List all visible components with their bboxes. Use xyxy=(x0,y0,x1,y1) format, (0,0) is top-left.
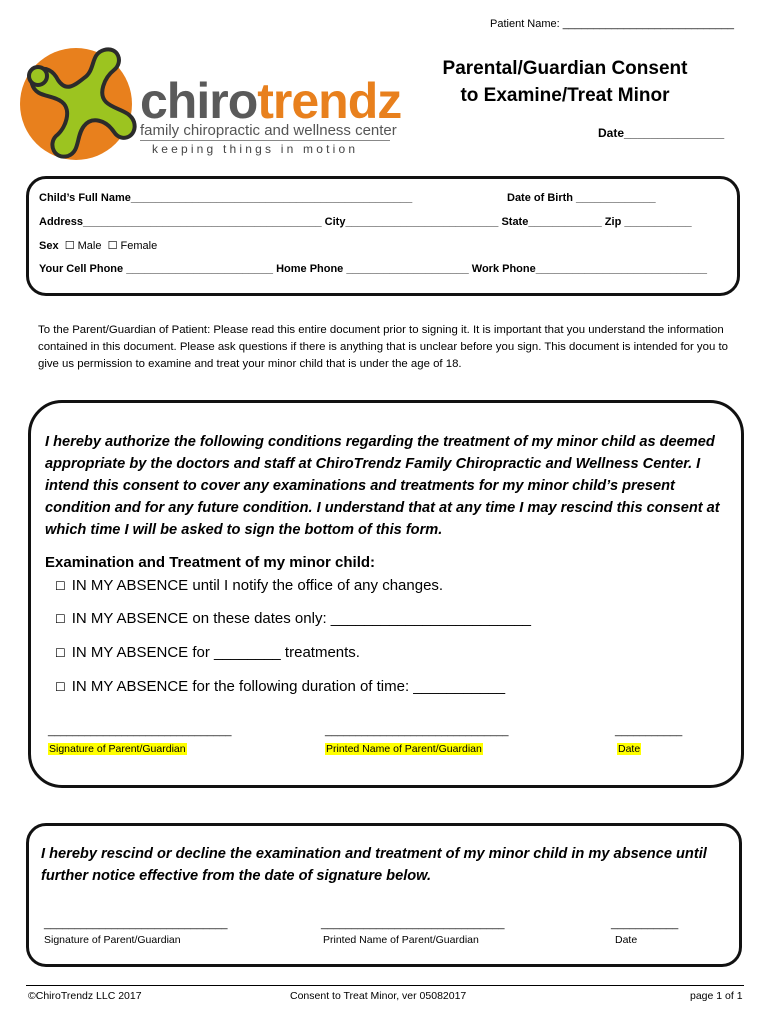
checkbox-icon: ☐ xyxy=(55,612,66,626)
auth-printed-name-label: Printed Name of Parent/Guardian xyxy=(326,743,482,755)
auth-signature-label: Signature of Parent/Guardian xyxy=(49,743,186,755)
authorization-text: I hereby authorize the following conditions regarding the treatment of my minor child as deemed appropriate by the doctors and staff at ChiroTrendz Family Chiropractic and Wellness Center. I intend this consent to cover any examinations and treatments for my minor child’s present condition and for any future condition. I understand that at any time I may rescind this consent at which time I will be asked to sign the bottom of this form. xyxy=(45,434,720,538)
option-treatments[interactable]: ☐ IN MY ABSENCE for ________ treatments. xyxy=(55,644,360,661)
rescind-printed-name-label: Printed Name of Parent/Guardian xyxy=(323,934,479,946)
auth-date-label: Date xyxy=(618,743,641,755)
auth-signature-line[interactable]: ______________________________ xyxy=(48,725,232,737)
sex-label: Sex xyxy=(39,240,59,252)
patient-info-box xyxy=(26,176,740,296)
authorization-box xyxy=(28,400,744,788)
patient-name-field[interactable]: Patient Name: ____________________________ xyxy=(490,18,735,30)
dob-field[interactable]: Date of Birth _____________ xyxy=(507,192,656,204)
exam-heading: Examination and Treatment of my minor child: xyxy=(45,554,376,571)
sex-row xyxy=(39,239,157,252)
checkbox-icon: ☐ xyxy=(55,680,66,694)
rescind-text: I hereby rescind or decline the examination and treatment of my minor child in my absence until further notice effective from the date of signature below. xyxy=(41,846,707,884)
sex-male-checkbox[interactable]: ☐ Male xyxy=(61,240,102,252)
footer-copyright: ©ChiroTrendz LLC 2017 xyxy=(28,990,142,1002)
footer-divider xyxy=(26,985,744,986)
rescind-date-line[interactable]: ___________ xyxy=(611,918,679,930)
intro-paragraph: To the Parent/Guardian of Patient: Please read this entire document prior to signing it. It is important that you understand the information contained in this document. Please ask questions if there is anything that is unclear before you sign. This document is intended for you to give us permission to examine and treat your minor child that is under the age of 18. xyxy=(38,324,728,370)
auth-date-line[interactable]: ___________ xyxy=(615,725,683,737)
logo-divider xyxy=(140,140,390,141)
address-field[interactable]: Address_______________________________________ City_________________________ State____________ Zip ___________ xyxy=(39,216,692,228)
footer-page-number: page 1 of 1 xyxy=(690,990,743,1002)
auth-printed-name-line[interactable]: ______________________________ xyxy=(325,725,509,737)
logo-tagline: keeping things in motion xyxy=(152,142,359,156)
child-name-field[interactable]: Child’s Full Name______________________________________________ xyxy=(39,192,413,204)
form-title: Parental/Guardian Consent to Examine/Treat Minor xyxy=(442,58,688,106)
checkbox-icon: ☐ xyxy=(55,646,66,660)
rescind-date-label: Date xyxy=(615,934,638,946)
option-until-notify[interactable]: ☐ IN MY ABSENCE until I notify the office of any changes. xyxy=(55,577,444,594)
logo-subtitle: family chiropractic and wellness center xyxy=(140,122,397,139)
rescind-signature-label: Signature of Parent/Guardian xyxy=(44,934,181,946)
rescind-box xyxy=(26,823,742,967)
phones-field[interactable]: Your Cell Phone ________________________ Home Phone ____________________ Work Phone____________________________ xyxy=(39,263,708,275)
form-date-field[interactable]: Date_______________ xyxy=(598,126,725,140)
checkbox-icon: ☐ xyxy=(55,579,66,593)
option-duration[interactable]: ☐ IN MY ABSENCE for the following duration of time: ___________ xyxy=(55,678,506,695)
option-dates-only[interactable]: ☐ IN MY ABSENCE on these dates only: ________________________ xyxy=(55,610,532,627)
rescind-signature-line[interactable]: ______________________________ xyxy=(44,918,228,930)
footer-version: Consent to Treat Minor, ver 05082017 xyxy=(290,990,467,1002)
logo-wordmark: chirotrendz xyxy=(140,73,402,129)
chirotrendz-logo xyxy=(18,40,408,170)
sex-female-checkbox[interactable]: ☐ Female xyxy=(104,240,158,252)
logo-figure-icon xyxy=(18,40,143,170)
rescind-printed-name-line[interactable]: ______________________________ xyxy=(321,918,505,930)
